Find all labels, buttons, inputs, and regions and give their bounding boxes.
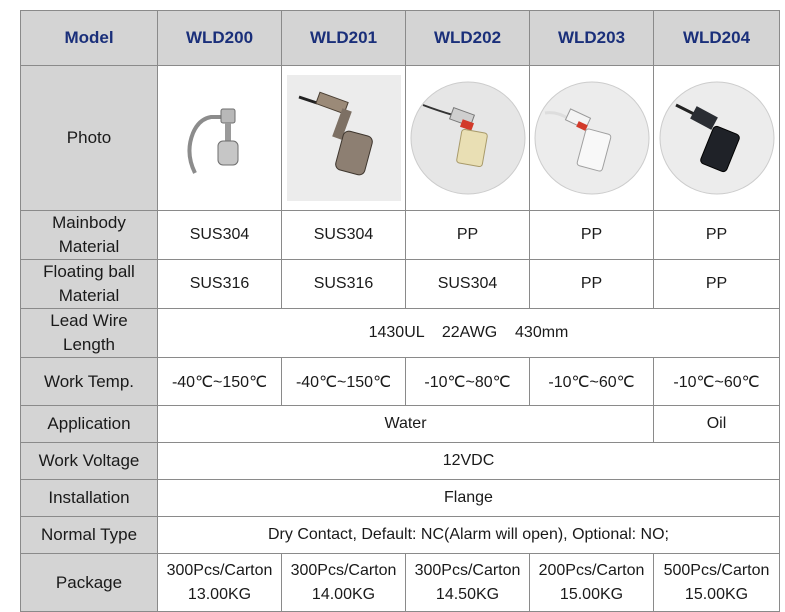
float-switch-wld204-icon [658,75,776,201]
float-switch-wld200-icon [165,83,275,193]
photo-wld204 [654,66,780,211]
application-oil: Oil [654,406,780,443]
spec-table [20,10,780,612]
installation-value: Flange [158,480,780,517]
package-qty: 300Pcs/Carton [166,561,273,579]
package-label: Package [21,554,158,612]
model-wld202: WLD202 [406,11,530,66]
ball-value: SUS304 [406,260,530,309]
ball-row [21,260,780,309]
photo-label: Photo [21,66,158,211]
normal-label: Normal Type [21,517,158,554]
temp-label: Work Temp. [21,358,158,406]
wire-label: Lead Wire Length [21,309,158,358]
temp-value: -10℃~60℃ [654,358,780,406]
application-row [21,406,780,443]
voltage-row [21,443,780,480]
mainbody-value: SUS304 [158,211,282,260]
temp-value: -40℃~150℃ [282,358,406,406]
mainbody-value: SUS304 [282,211,406,260]
float-switch-wld202-icon [409,75,527,201]
voltage-label: Work Voltage [21,443,158,480]
mainbody-value: PP [530,211,654,260]
package-weight: 13.00KG [187,585,252,603]
model-wld200: WLD200 [158,11,282,66]
voltage-value: 12VDC [158,443,780,480]
ball-value: SUS316 [158,260,282,309]
package-qty: 200Pcs/Carton [538,561,645,579]
photo-wld202 [406,66,530,211]
package-value [654,554,780,612]
package-weight: 15.00KG [559,585,624,603]
header-row [21,11,780,66]
mainbody-row [21,211,780,260]
wire-value: 1430UL 22AWG 430mm [158,309,780,358]
package-value [158,554,282,612]
temp-value: -40℃~150℃ [158,358,282,406]
float-switch-wld203-icon [533,75,651,201]
package-weight: 14.50KG [435,585,500,603]
installation-row [21,480,780,517]
package-qty: 300Pcs/Carton [414,561,521,579]
temp-value: -10℃~80℃ [406,358,530,406]
normal-row [21,517,780,554]
photo-wld200 [158,66,282,211]
package-qty: 500Pcs/Carton [663,561,770,579]
model-wld203: WLD203 [530,11,654,66]
package-row [21,554,780,612]
temp-value: -10℃~60℃ [530,358,654,406]
package-value [530,554,654,612]
photo-wld203 [530,66,654,211]
ball-value: PP [654,260,780,309]
model-wld201: WLD201 [282,11,406,66]
model-header: Model [21,11,158,66]
wire-row [21,309,780,358]
installation-label: Installation [21,480,158,517]
mainbody-value: PP [406,211,530,260]
package-weight: 15.00KG [684,585,749,603]
photo-row [21,66,780,211]
package-value [282,554,406,612]
mainbody-value: PP [654,211,780,260]
package-qty: 300Pcs/Carton [290,561,397,579]
normal-value: Dry Contact, Default: NC(Alarm will open), Optional: NO; [158,517,780,554]
application-water: Water [158,406,654,443]
application-label: Application [21,406,158,443]
mainbody-label: Mainbody Material [21,211,158,260]
ball-label: Floating ball Material [21,260,158,309]
float-switch-wld201-icon [287,75,401,201]
package-value [406,554,530,612]
photo-wld201 [282,66,406,211]
temp-row [21,358,780,406]
ball-value: PP [530,260,654,309]
package-weight: 14.00KG [311,585,376,603]
model-wld204: WLD204 [654,11,780,66]
ball-value: SUS316 [282,260,406,309]
